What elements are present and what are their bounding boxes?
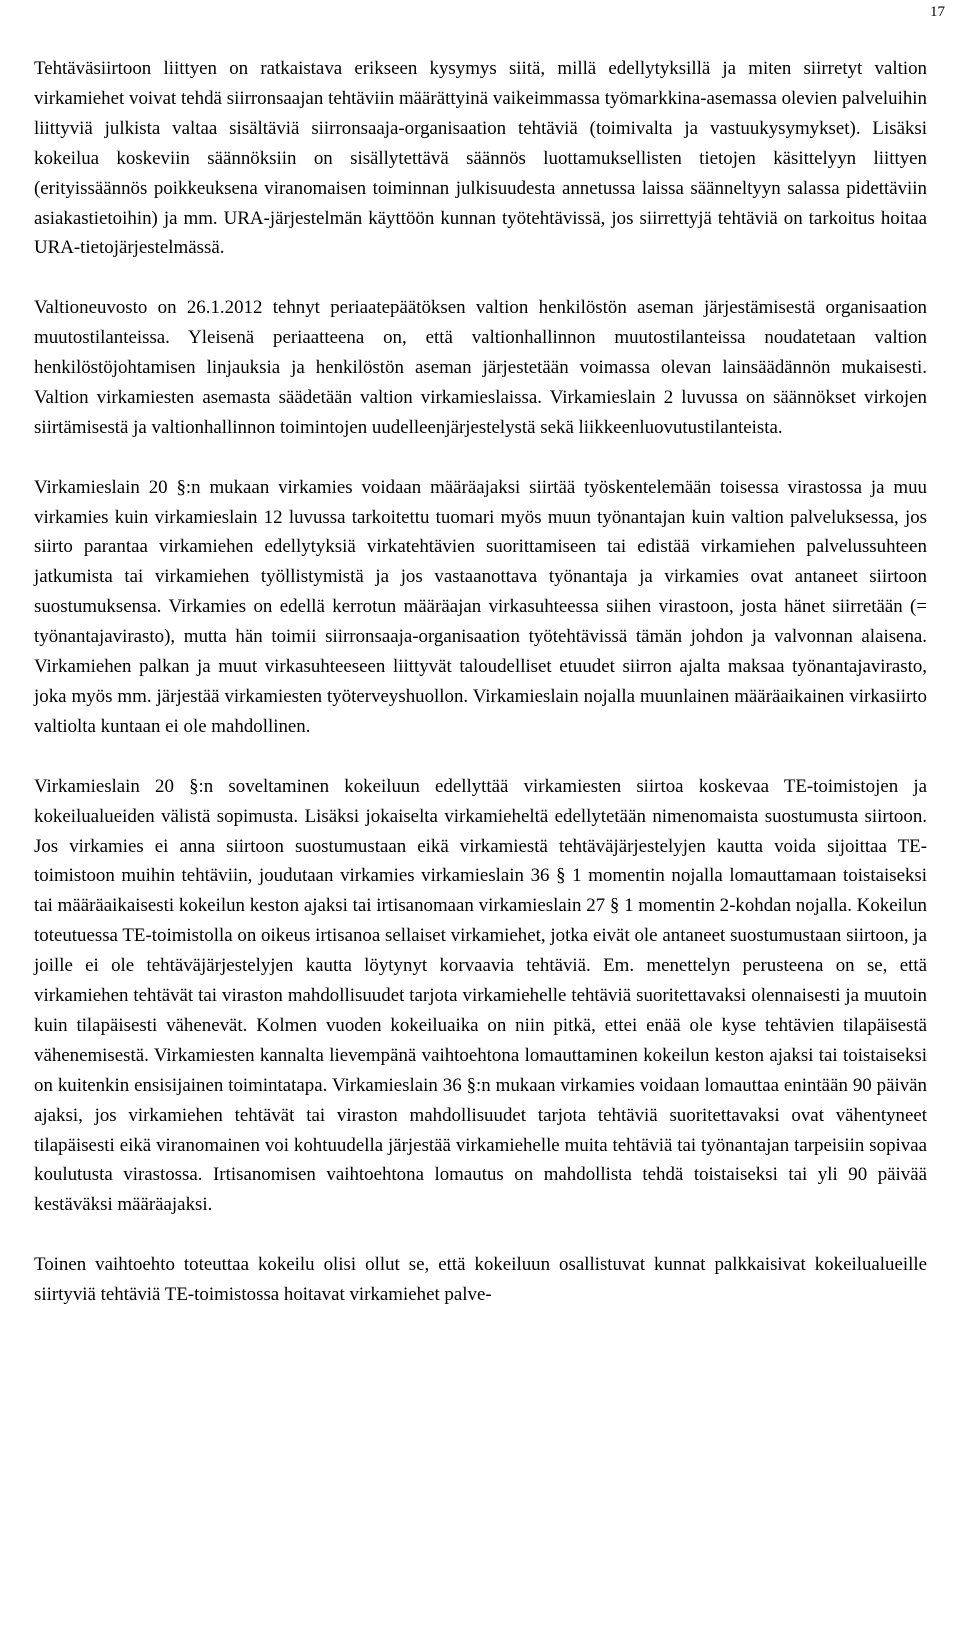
paragraph-alternative-option: Toinen vaihtoehto toteuttaa kokeilu olisi ollut se, että kokeiluun osallistuvat kunnat palkkaisivat kokeilualueille siirtyviä tehtäviä TE-toimistossa hoitavat virkamiehet palve- xyxy=(34,1254,927,1306)
paragraph-task-transfer: Tehtäväsiirtoon liittyen on ratkaistava erikseen kysymys siitä, millä edellytyksillä ja miten siirretyt valtion virkamiehet voivat tehdä siirronsaajan tehtäviin määrättyinä vaikeimmassa työmarkkina-asemassa olevien palveluihin liittyviä julkista valtaa sisältäviä siirronsaaja-organisaation tehtäviä (toimivalta ja vastuukysymykset). Lisäksi kokeilua koskeviin säännöksiin on sisällytettävä säännös luottamuksellisten tietojen käsittelyyn liittyen (erityissäännös poikkeuksena viranomaisen toiminnan julkisuudesta annetussa laissa säänneltyyn salassa pidettäviin asiakastietoihin) ja mm. URA-järjestelmän käyttöön kunnan työtehtävissä, jos siirrettyjä tehtäviä on tarkoitus hoitaa URA-tietojärjestelmässä. xyxy=(34,58,927,259)
paragraph-civil-servant-act-20: Virkamieslain 20 §:n mukaan virkamies voidaan määräajaksi siirtää työskentelemään toisessa virastossa ja muu virkamies kuin virkamieslain 12 luvussa tarkoitettu tuomari myös muun työnantajan kuin valtion palveluksessa, jos siirto parantaa virkamiehen edellytyksiä virkatehtävien suorittamiseen tai edistää virkamiehen palvelussuhteen jatkumista tai virkamiehen työllistymistä ja jos vastaanottava työnantaja ja virkamies ovat antaneet siirtoon suostumuksensa. Virkamies on edellä kerrotun määräajan virkasuhteessa siihen virastoon, josta hänet siirretään (= työnantajavirasto), mutta hän toimii siirronsaaja-organisaation työtehtävissä tämän johdon ja valvonnan alaisena. Virkamiehen palkan ja muut virkasuhteeseen liittyvät taloudelliset etuudet siirron ajalta maksaa työnantajavirasto, joka myös mm. järjestää virkamiesten työterveyshuollon. Virkamieslain nojalla muunlainen määräaikainen virkasiirto valtiolta kuntaan ei ole mahdollinen. xyxy=(34,476,927,737)
paragraph-trial-application: Virkamieslain 20 §:n soveltaminen kokeiluun edellyttää virkamiesten siirtoa koskevaa TE-toimistojen ja kokeilualueiden välistä sopimusta. Lisäksi jokaiselta virkamieheltä edellytetään nimenomaista suostumusta siirtoon. Jos virkamies ei anna siirtoon suostumustaan eikä virkamiestä tehtäväjärjestelyjen kautta voida sijoittaa TE-toimistoon muihin tehtäviin, joudutaan virkamies virkamieslain 36 § 1 momentin nojalla lomauttamaan toistaiseksi tai määräaikaisesti kokeilun keston ajaksi tai irtisanomaan virkamieslain 27 § 1 momentin 2-kohdan nojalla. Kokeilun toteutuessa TE-toimistolla on oikeus irtisanoa sellaiset virkamiehet, jotka eivät ole antaneet suostumustaan siirtoon, ja joille ei ole tehtäväjärjestelyjen kautta löytynyt korvaavia tehtäviä. Em. menettelyn perusteena on se, että virkamiehen tehtävät tai viraston mahdollisuudet tarjota virkamiehelle tehtäviä suoritettavaksi olennaisesti ja muutoin kuin tilapäisesti vähenevät. Kolmen vuoden kokeiluaika on niin pitkä, ettei enää ole kyse tehtävien tilapäisestä vähenemisestä. Virkamiesten kannalta lievempänä vaihtoehtona lomauttaminen kokeilun keston ajaksi tai toistaiseksi on kuitenkin ensisijainen toimintatapa. Virkamieslain 36 §:n mukaan virkamies voidaan lomauttaa enintään 90 päivän ajaksi, jos virkamiehen tehtävät tai viraston mahdollisuudet tarjota tehtäviä suoritettavaksi ovat vähentyneet tilapäisesti eikä viranomainen voi kohtuudella järjestää virkamiehelle muita tehtäviä tai työnantajan tarpeisiin sopivaa koulutusta virastossa. Irtisanomisen vaihtoehtona lomautus on mahdollista tehdä toistaiseksi tai yli 90 päivää kestäväksi määräajaksi. xyxy=(34,775,927,1216)
paragraph-government-resolution: Valtioneuvosto on 26.1.2012 tehnyt periaatepäätöksen valtion henkilöstön aseman järjestämisestä organisaation muutostilanteissa. Yleisenä periaatteena on, että valtionhallinnon muutostilanteissa noudatetaan valtion henkilöstöjohtamisen linjauksia ja henkilöstön aseman järjestetään voimassa olevan lainsäädännön mukaisesti. Valtion virkamiesten asemasta säädetään valtion virkamieslaissa. Virkamieslain 2 luvussa on säännökset virkojen siirtämisestä ja valtionhallinnon toimintojen uudelleenjärjestelystä sekä liikkeenluovutustilanteista. xyxy=(34,297,927,438)
page-number: 17 xyxy=(930,4,945,20)
document-body xyxy=(34,54,927,1310)
